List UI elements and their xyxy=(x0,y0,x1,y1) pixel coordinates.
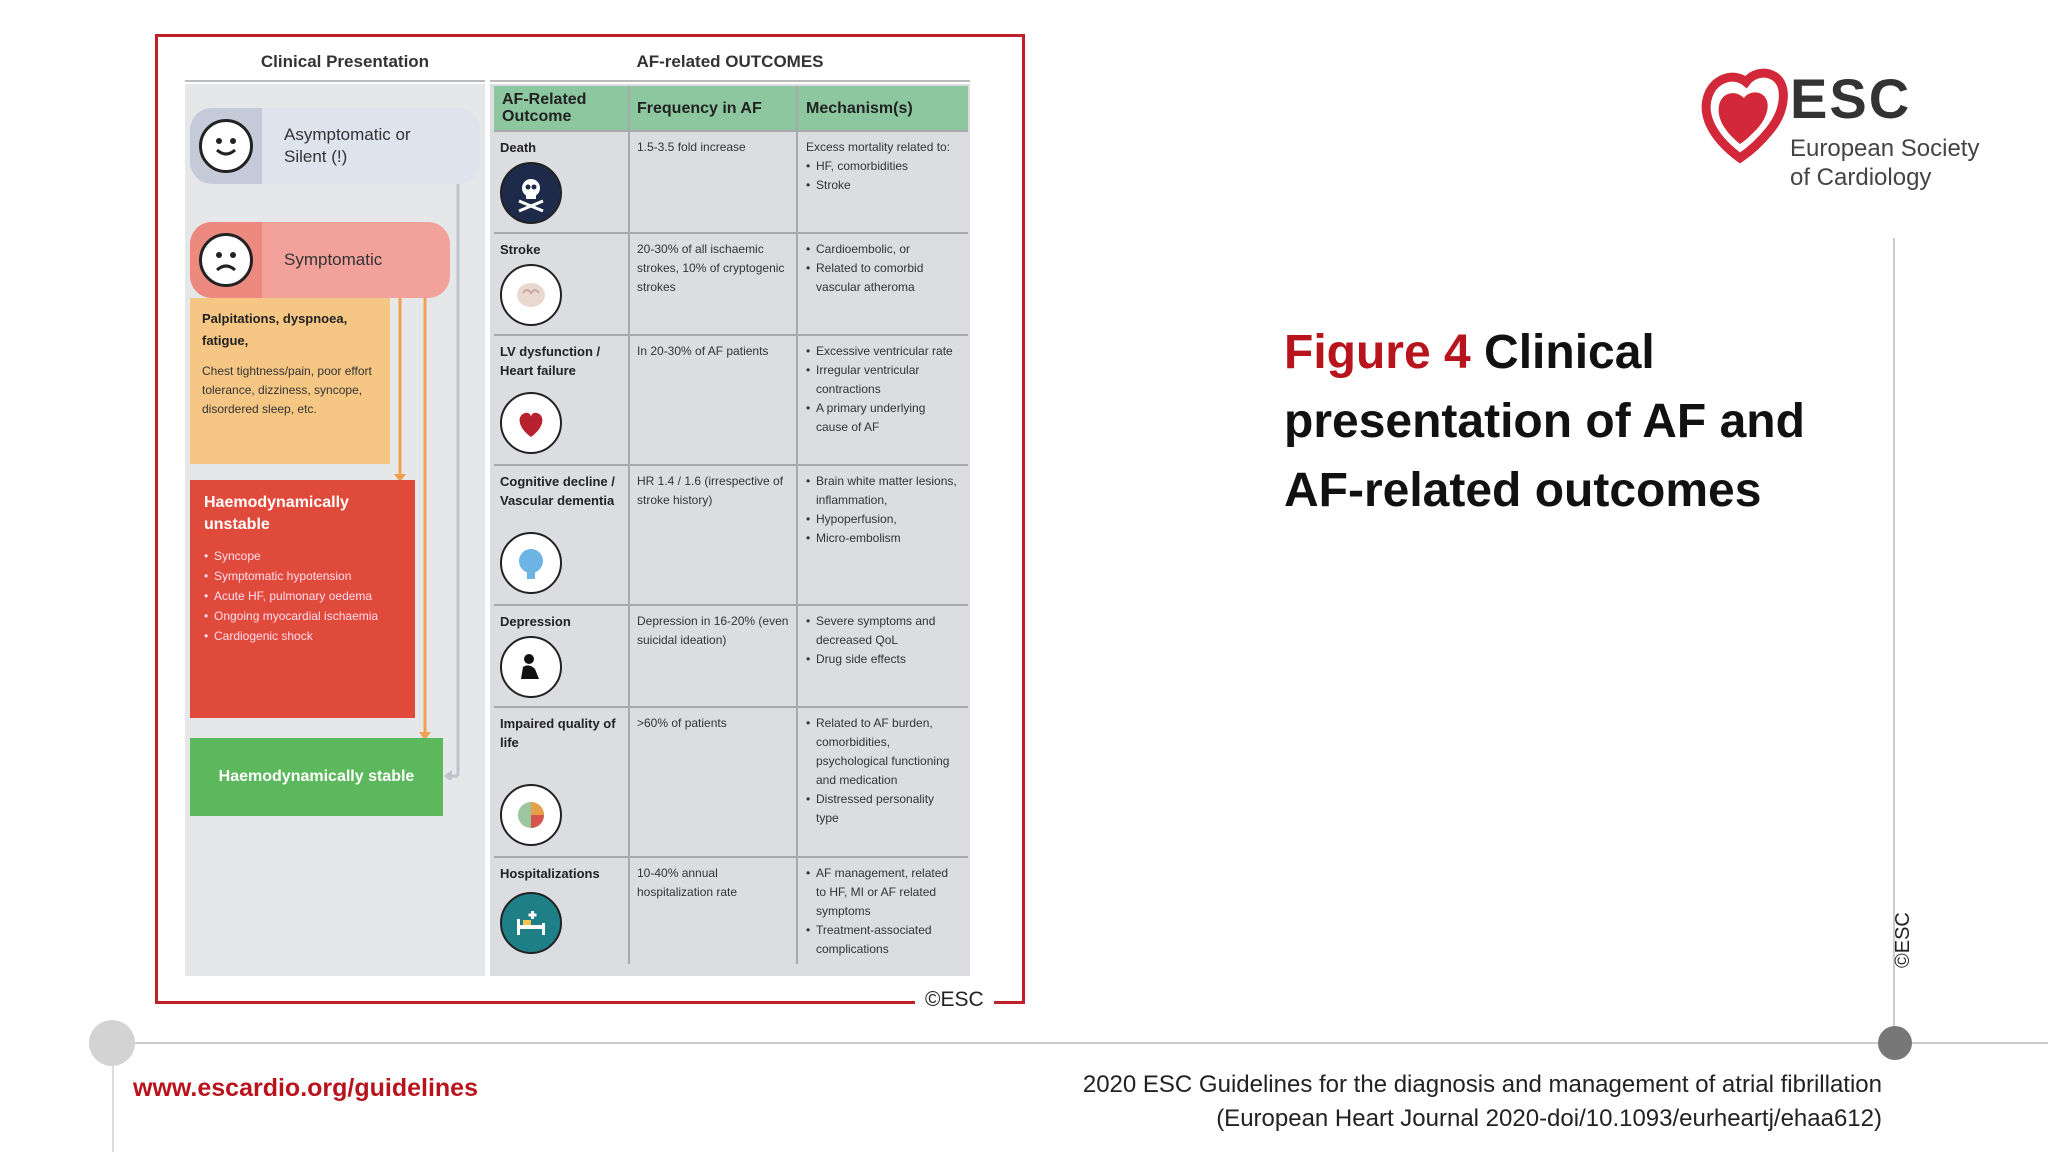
frequency-cell: HR 1.4 / 1.6 (irrespective of stroke history) xyxy=(630,466,798,604)
mechanism-item: • Hypoperfusion, xyxy=(806,510,960,529)
mechanism-item: • Related to AF burden, comorbidities, psychological functioning and medication xyxy=(806,714,960,790)
mechanism-item: • Stroke xyxy=(806,176,960,195)
table-row xyxy=(494,858,968,964)
asymptomatic-pill xyxy=(190,108,480,184)
mechanism-item: • Excessive ventricular rate xyxy=(806,342,960,361)
header-mechanisms: Mechanism(s) xyxy=(806,99,913,117)
outcome-name: LV dysfunction / Heart failure xyxy=(500,344,601,378)
table-row xyxy=(494,234,968,336)
symptoms-sub: Chest tightness/pain, poor effort tolerance, dizziness, syncope, disordered sleep, etc. xyxy=(202,364,372,416)
symptoms-main: Palpitations, dyspnoea, fatigue, xyxy=(202,311,348,348)
asymptomatic-label: Asymptomatic or Silent (!) xyxy=(284,125,411,166)
outcome-name: Depression xyxy=(500,614,571,629)
outcome-name: Death xyxy=(500,140,537,155)
outcome-name: Stroke xyxy=(500,242,541,257)
outcome-name: Impaired quality of life xyxy=(500,716,616,750)
guidelines-link[interactable]: www.escardio.org/guidelines xyxy=(133,1074,478,1102)
table-header-row xyxy=(494,86,968,132)
head-icon xyxy=(500,532,562,594)
frequency-cell: >60% of patients xyxy=(630,708,798,856)
mechanism-item: • Severe symptoms and decreased QoL xyxy=(806,612,960,650)
sad-face-icon xyxy=(199,233,253,287)
figure-copyright: ©ESC xyxy=(915,988,994,1012)
footer-dot-left xyxy=(89,1020,135,1066)
mechanism-item: • Distressed personality type xyxy=(806,790,960,828)
person-sitting-icon xyxy=(500,636,562,698)
side-copyright: ©ESC xyxy=(1892,912,1914,968)
frequency-cell: 1.5-3.5 fold increase xyxy=(630,132,798,232)
frequency-cell: 20-30% of all ischaemic strokes, 10% of cryptogenic strokes xyxy=(630,234,798,334)
mechanism-item: • Treatment-associated complications xyxy=(806,921,960,959)
frequency-cell: Depression in 16-20% (even suicidal ideation) xyxy=(630,606,798,706)
table-row xyxy=(494,606,968,708)
list-item: • Acute HF, pulmonary oedema xyxy=(204,586,401,606)
header-frequency: Frequency in AF xyxy=(630,86,798,130)
unstable-box xyxy=(190,480,415,718)
stable-box: Haemodynamically stable xyxy=(190,738,443,816)
slide-title xyxy=(1284,318,1844,525)
mechanism-item: • HF, comorbidities xyxy=(806,157,960,176)
table-row xyxy=(494,708,968,858)
mechanism-item: • Cardioembolic, or xyxy=(806,240,960,259)
symptomatic-label: Symptomatic xyxy=(284,250,383,269)
hospital-bed-icon xyxy=(500,892,562,954)
mechanism-item: • Irregular ventricular contractions xyxy=(806,361,960,399)
table-row xyxy=(494,336,968,466)
logo-name: ESC xyxy=(1790,67,1912,130)
mechanism-item: • AF management, related to HF, MI or AF related symptoms xyxy=(806,864,960,921)
header-rule-right xyxy=(490,80,970,82)
citation: 2020 ESC Guidelines for the diagnosis and management of atrial fibrillation (European Heart Journal 2020-doi/10.1093/eurheartj/ehaa612) xyxy=(1082,1071,1882,1132)
title-text: Clinical presentation of AF and AF-related outcomes xyxy=(1284,326,1805,517)
outcomes-header: AF-related OUTCOMES xyxy=(636,52,824,71)
unstable-list xyxy=(204,546,401,646)
mechanism-item: • Related to comorbid vascular atheroma xyxy=(806,259,960,297)
list-item: • Ongoing myocardial ischaemia xyxy=(204,606,401,626)
brain-icon xyxy=(500,264,562,326)
frequency-cell: 10-40% annual hospitalization rate xyxy=(630,858,798,964)
footer-divider xyxy=(112,1042,2048,1044)
table-row xyxy=(494,132,968,234)
mechanism-item: • Brain white matter lesions, inflammation, xyxy=(806,472,960,510)
logo-subtitle: European Society of Cardiology xyxy=(1790,135,1980,191)
header-outcome: AF-Related Outcome xyxy=(494,86,630,130)
heart-icon xyxy=(500,392,562,454)
header-rule-left xyxy=(185,80,485,82)
unstable-title: Haemodynamically unstable xyxy=(204,494,349,533)
clinical-presentation-header: Clinical Presentation xyxy=(260,52,430,71)
mechanism-item: • Micro-embolism xyxy=(806,529,960,548)
symptoms-box xyxy=(190,298,390,464)
list-item: • Cardiogenic shock xyxy=(204,626,401,646)
footer-dot-right xyxy=(1878,1026,1912,1060)
smiley-face-icon xyxy=(199,119,253,173)
mechanism-item: • A primary underlying cause of AF xyxy=(806,399,960,437)
table-row xyxy=(494,466,968,606)
outcomes-table xyxy=(494,86,968,964)
title-prefix: Figure 4 xyxy=(1284,326,1471,379)
mechanism-intro: Excess mortality related to: xyxy=(806,140,951,154)
outcome-name: Hospitalizations xyxy=(500,866,600,881)
list-item: • Symptomatic hypotension xyxy=(204,566,401,586)
quality-of-life-icon xyxy=(500,784,562,846)
list-item: • Syncope xyxy=(204,546,401,566)
footer-left-line xyxy=(112,1066,114,1152)
mechanism-item: • Drug side effects xyxy=(806,650,960,669)
frequency-cell: In 20-30% of AF patients xyxy=(630,336,798,464)
symptomatic-pill xyxy=(190,222,450,298)
outcome-name: Cognitive decline / Vascular dementia xyxy=(500,474,615,508)
skull-icon xyxy=(500,162,562,224)
